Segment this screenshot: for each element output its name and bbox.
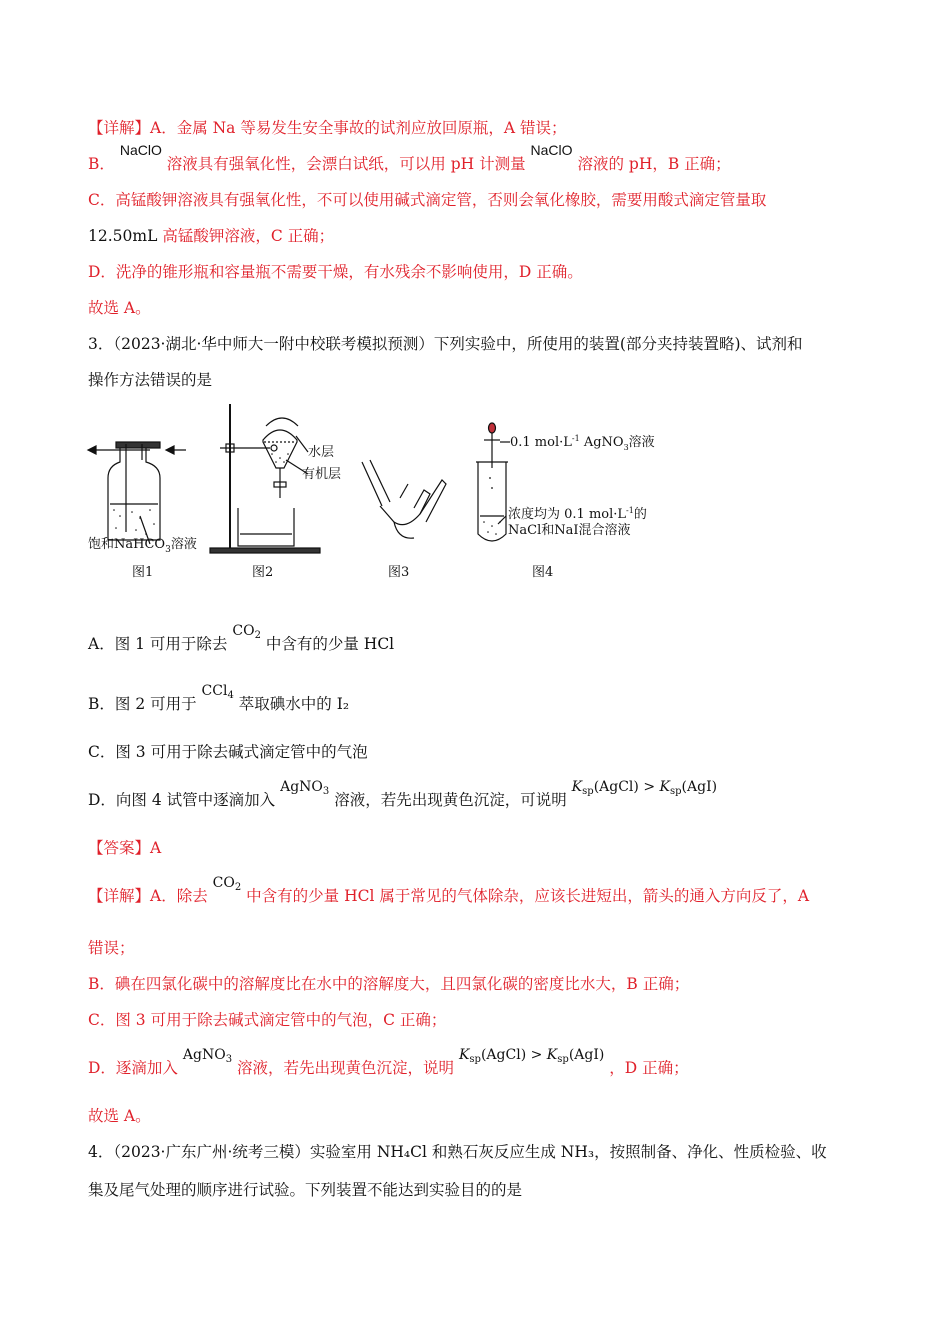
ksp-inequality: $K_{sp}(AgCl) > K_{sp}(AgI)$ [571,779,718,797]
fig3-caption: 图3 [388,565,410,580]
detail-a: 【详解】A．金属 Na 等易发生安全事故的试剂应放回原瓶，A 错误； [88,119,567,137]
fig2-water-layer-label: 水层 [308,445,335,460]
detail-b-prefix: B． [88,155,115,173]
fig4-solution-label-1: 浓度均为 0.1 $mol\cdot L^{-1}$的 [508,506,647,522]
chem-agno3: AgNO$_3$ [280,779,330,797]
q3-option-b [88,683,350,720]
chem-ccl4: CCl$_4$ [201,683,234,701]
q3-detail-b: B．碘在四氯化碳中的溶解度比在水中的溶解度大，且四氯化碳的密度比水大，B 正确； [88,975,690,993]
conclusion-2: 故选 A。 [88,1107,151,1125]
option-d-mid: 溶液，若先出现黄色沉淀，可说明 [334,791,567,809]
detail-c-line1: C．高锰酸钾溶液具有强氧化性，不可以使用碱式滴定管，否则会氧化橡胶，需要用酸式滴定管量取 [88,191,767,209]
q4-stem-line2: 集及尾气处理的顺序进行试验。下列装置不能达到实验目的的是 [88,1181,523,1199]
chem-co2-2: $CO_2$ [212,875,242,893]
fig1-wash-bottle [88,442,186,544]
q3-detail-a-line2: 错误； [88,939,135,957]
fig4-caption: 图4 [532,565,554,580]
fig4-test-tube [476,423,510,541]
q3-detail-a-post: 中含有的少量 HCl 属于常见的气体除杂，应该长进短出，箭头的通入方向反了，A [246,887,810,905]
q3-detail-d [88,1047,689,1084]
ksp-inequality-2: $K_{sp}(AgCl) > K_{sp}(AgI)$ [458,1047,605,1065]
option-a-text: A．图 1 可用于除去 [88,635,228,653]
detail-d: D．洗净的锥形瓶和容量瓶不需要干燥，有水残余不影响使用，D 正确。 [88,263,583,281]
option-d-text: D．向图 4 试管中逐滴加入 [88,791,276,809]
q3-detail-a [88,875,810,912]
q3-option-d [88,779,718,816]
q3-detail-d-pre: D．逐滴加入 [88,1059,178,1077]
fig3-burette-hand [362,460,446,538]
q3-detail-d-mid: 溶液，若先出现黄色沉淀，说明 [237,1059,455,1077]
volume-value: 12.50mL [88,227,158,245]
fig1-caption: 图1 [132,565,154,580]
chem-agno3-2: AgNO$_3$ [182,1047,233,1065]
detail-b-post: 溶液的 pH，B 正确； [577,155,731,173]
fig1-label: 饱和NaHCO$_3$溶液 [88,537,197,555]
option-b-post: 萃取碘水中的 I₂ [238,695,350,713]
chem-co2: $CO_2$ [232,623,261,641]
q3-option-a [88,623,395,660]
detail-c-line2 [88,226,334,246]
q3-detail-a-pre: 【详解】A．除去 [88,887,208,905]
fig2-organic-layer-label: 有机层 [302,467,342,482]
conclusion-1: 故选 A。 [88,299,151,317]
detail-c-post: 高锰酸钾溶液，C 正确； [162,227,335,245]
q3-stem-line1: 3．（2023·湖北·华中师大一附中校联考模拟预测）下列实验中，所使用的装置(部分夹持装置略)、试剂和 [88,335,803,353]
fig4-reagent-label: 0.1 $mol\cdot L^{-1}$ AgNO$_3$溶液 [510,434,655,452]
q3-option-c: C．图 3 可用于除去碱式滴定管中的气泡 [88,743,368,761]
q3-stem-line2: 操作方法错误的是 [88,371,213,389]
chem-naclo-2: NaClO [530,142,573,158]
option-a-post: 中含有的少量 HCl [265,635,395,653]
q3-detail-c: C．图 3 可用于除去碱式滴定管中的气泡，C 正确； [88,1011,447,1029]
q3-answer: 【答案】A [88,839,162,857]
detail-b [88,142,731,174]
chem-naclo: NaClO [119,142,162,158]
fig2-caption: 图2 [252,565,274,580]
option-b-text: B．图 2 可用于 [88,695,197,713]
fig4-solution-label-2: NaCl和NaI混合溶液 [508,523,631,538]
q3-detail-d-post: ，D 正确； [609,1059,689,1077]
q4-stem-line1: 4．（2023·广东广州·统考三模）实验室用 NH₄Cl 和熟石灰反应生成 NH₃，按照制备、净化、性质检验、收 [88,1143,827,1161]
q3-apparatus-figure [80,398,680,588]
detail-b-mid: 溶液具有强氧化性，会漂白试纸，可以用 pH 计测量 [166,155,526,173]
